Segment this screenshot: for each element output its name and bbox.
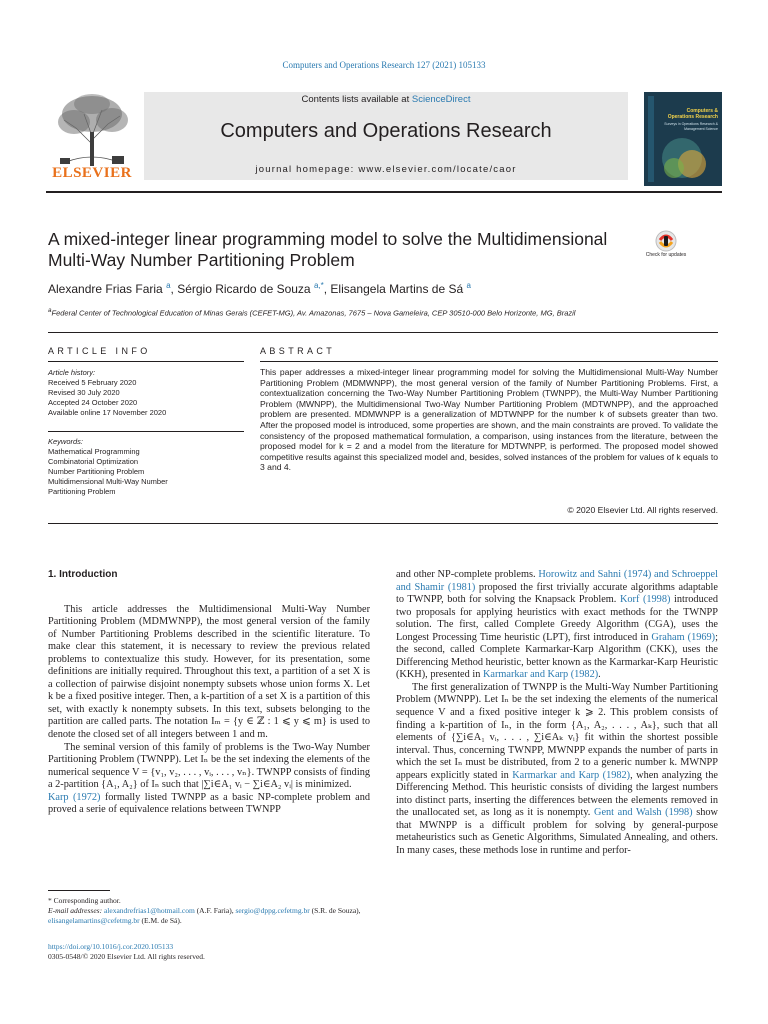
- journal-header: [46, 92, 722, 186]
- paragraph-text: .: [598, 669, 601, 681]
- divider: [48, 523, 718, 524]
- issn-line: 0305-0548/© 2020 Elsevier Ltd. All rights reserved.: [48, 952, 205, 961]
- keyword: Multidimensional Multi-Way Number: [48, 477, 168, 486]
- email-owner: (E.M. de Sá).: [139, 916, 182, 925]
- email-link[interactable]: elisangelamartins@cefetmg.br: [48, 916, 140, 925]
- section-heading: 1. Introduction: [48, 569, 118, 580]
- citation-link[interactable]: Karmarkar and Karp (1982): [482, 669, 599, 681]
- journal-banner: [144, 92, 628, 180]
- publisher-name: ELSEVIER: [52, 165, 132, 181]
- affiliation-sup: a: [48, 307, 52, 314]
- footnotes: [48, 896, 370, 926]
- revised-date: Revised 30 July 2020: [48, 388, 120, 397]
- email-link[interactable]: alexandrefrias1@hotmail.com: [103, 906, 195, 915]
- author-sup[interactable]: a: [166, 281, 171, 290]
- received-date: Received 5 February 2020: [48, 378, 137, 387]
- check-for-updates-icon[interactable]: [650, 230, 682, 268]
- divider: [48, 431, 244, 432]
- journal-title: Computers and Operations Research: [220, 120, 552, 142]
- accepted-date: Accepted 24 October 2020: [48, 398, 138, 407]
- paragraph-text: introduced two proposals for applying heuristics with exact methods for the TWNPP solution. The first, called Complete Greedy Algorithm (CGA), uses the Longest Processing Time heuristic (LPT), first introduced in: [396, 594, 719, 643]
- divider: [48, 361, 244, 362]
- doi-block: [48, 942, 370, 962]
- sciencedirect-link[interactable]: ScienceDirect: [411, 94, 471, 105]
- paragraph: [48, 792, 370, 817]
- paragraph-text: and other NP-complete problems.: [396, 569, 539, 580]
- journal-homepage[interactable]: journal homepage: www.elsevier.com/locate/caor: [255, 164, 517, 175]
- online-date: Available online 17 November 2020: [48, 408, 167, 417]
- affiliation: [48, 307, 708, 318]
- affiliation-text: Federal Center of Technological Education of Minas Gerais (CEFET-MG), Av. Amazonas, 7675 – Nova Gameleira, CEP 30510-000 Belo Horizonte, MG, Brazil: [51, 308, 576, 318]
- abstract-text: This paper addresses a mixed-integer linear programming model for solving the Multidimensional Multi-Way Number Partitioning Problem (MDMWNPP), the most general version of the family of Number Partitioning Problems. First, a contextualization concerning the Two-Way Number Partitioning Problem (TWNPP), the Multi-Way Number Partitioning Problem (MWNPP), the Multidimensional Two-Way Number Partitioning Problem (MDTWNPP), and the approached problem are presented. MDMWNPP is a generalization of MDTWNPP for the number k of subsets greater than two. After the proposed model is introduced, some properties are shown, and the main constraints are proved. To validate the consistency of the proposed mathematical formulation, a comparison, using instances from the literature, between the proposed model for k = 2 and a model from the literature for MDTWNPP, is performed. The proposed model showed competitive results against this specialized model and, besides, solved instances of the problem for values of k equals to 3 and 4.: [260, 367, 718, 473]
- email-label: E-mail addresses:: [48, 906, 104, 915]
- article-title: A mixed-integer linear programming model to solve the Multidimensional Multi-Way Number Partitioning Problem: [48, 229, 608, 270]
- contents-line: [144, 94, 628, 105]
- contents-prefix: Contents lists available at: [301, 94, 412, 105]
- author-name[interactable]: Alexandre Frias Faria: [48, 282, 163, 296]
- paragraph: [396, 682, 718, 858]
- paragraph: [396, 569, 718, 682]
- paragraph-text: formally listed TWNPP as a basic NP-complete problem and proved a serie of equivalence relations between TWNPP: [48, 791, 370, 816]
- doi-link[interactable]: https://doi.org/10.1016/j.cor.2020.105133: [48, 942, 174, 951]
- paragraph-text: The first generalization of TWNPP is the Multi-Way Number Partitioning Problem (MWNPP). Let Iₙ be the set indexing the elements of the numerical sequence V and a fixed positive integer k ⩾ 2. This problem consists of finding a k-partition of Iₙ, in the form {A₁, A₂, . . . , Aₖ}, such that all elements of {∑i∈A₁ vᵢ, . . . , ∑i∈Aₖ vᵢ} fit within the shortest possible interval. Thus, concerning TWNPP, MWNPP expands the number of parts in which the set Iₙ must be distributed, from 2 to a generic number k. MWNPP appears explicitly stated in: [396, 681, 718, 781]
- author-list: Alexandre Frias Faria $^a$, Sérgio Ricardo de Souza $^{a,*}$, Elisangela Martins de Sá $^a$: [48, 281, 471, 296]
- author-sup[interactable]: a,*: [313, 281, 324, 290]
- email-addresses: [48, 906, 370, 926]
- keywords-heading: Keywords:: [48, 437, 84, 446]
- author-name[interactable]: Sérgio Ricardo de Souza: [177, 282, 311, 296]
- article-info-heading: ARTICLE INFO: [48, 346, 151, 356]
- journal-cover-image: [644, 92, 722, 186]
- author-name[interactable]: Elisangela Martins de Sá: [330, 282, 464, 296]
- body-column-right: [396, 569, 718, 858]
- footnote-rule: [48, 890, 110, 891]
- citation-link[interactable]: Karp (1972): [48, 791, 101, 803]
- keyword: Number Partitioning Problem: [48, 467, 145, 476]
- paragraph-text: show that MWNPP is a difficult problem for solving by general-purpose metaheuristics such as Genetic Algorithms, Simulated Annealing, and others. In many cases, these methods lose in runtime and perfor-: [396, 807, 718, 857]
- keywords: [48, 437, 244, 497]
- email-owner: (A.F. Faria),: [194, 906, 236, 915]
- cover-subtitle: Surveys in Operations Research & Management Science: [664, 122, 718, 131]
- citation-link[interactable]: Horowitz and Sahni (1974) and Schroeppel and Shamir (1981): [396, 569, 718, 593]
- keyword: Combinatorial Optimization: [48, 457, 139, 466]
- citation-link[interactable]: Graham (1969): [651, 631, 716, 643]
- history-heading: Article history:: [48, 368, 96, 377]
- abstract-heading: ABSTRACT: [260, 346, 336, 356]
- cover-title: Computers & Operations Research: [667, 108, 718, 120]
- paragraph: This article addresses the Multidimensional Multi-Way Number Partitioning Problem (MDMWNPP), the most general version of the family of Number Partitioning Problems described in the scientific literature. To make clear this statement, it is necessary to review the previous related problems to contextualize this study. However, for its presentation, some definitions are initially required. Throughout this text, a partition of a set X is a collection of pairwise disjoint nonempty subsets whose union forms X. Let k be a fixed positive integer. Then, a k-partition of a set X is a partition of this set, with exactly k nonempty subsets. In this text, subsets belonging to the partition are called parts. The notation Iₘ = {y ∈ ℤ : 1 ⩽ y ⩽ m} is used to denote the closed set of all integers between 1 and m.: [48, 603, 370, 741]
- paragraph-text: , when analyzing the Differencing Method. This heuristic consists of dividing the largest numbers into distinct parts, inserting the differences between the elements removed in the unallocated set, as long as it is nonempty.: [396, 769, 718, 819]
- citation-link[interactable]: Korf (1998): [619, 594, 671, 606]
- citation-link[interactable]: Gent and Walsh (1998): [594, 807, 693, 819]
- keyword: Mathematical Programming: [48, 447, 140, 456]
- paragraph-text: ; the second, called Complete Karmarkar-Karp Algorithm (CKK), uses the Differencing Method heuristic, better known as the Karmarkar-Karp Heuristic (KKH), presented in: [396, 631, 718, 681]
- paragraph-text: proposed the first trivially accurate algorithms adaptable to TWNPP, both for solving the Knapsack Problem.: [396, 581, 718, 606]
- email-owner: (S.R. de Souza),: [309, 906, 361, 915]
- keyword: Partitioning Problem: [48, 487, 116, 496]
- paragraph: The seminal version of this family of problems is the Two-Way Number Partitioning Problem (TWNPP). Let Iₙ be the set indexing the elements of the numerical sequence V = {v₁, v₂, . . . , vᵢ, . . . , vₙ}. TWNPP consists of finding a 2-partition {A₁, A₂} of Iₙ such that |∑i∈A₁ vᵢ − ∑i∈A₂ vᵢ| is minimized.: [48, 741, 370, 791]
- author-sup[interactable]: a: [466, 281, 471, 290]
- elsevier-tree-logo: [46, 92, 138, 186]
- body-column-left: [48, 569, 370, 817]
- corresponding-author-note: * Corresponding author.: [48, 896, 121, 905]
- journal-citation-link[interactable]: Computers and Operations Research 127 (2021) 105133: [282, 60, 486, 70]
- divider: [260, 361, 718, 362]
- citation-link[interactable]: Karmarkar and Karp (1982): [512, 769, 631, 781]
- abstract-copyright: © 2020 Elsevier Ltd. All rights reserved.: [567, 505, 718, 515]
- check-for-updates-label[interactable]: Check for updates: [645, 252, 687, 258]
- header-rule: [46, 191, 722, 193]
- article-history: [48, 368, 244, 418]
- email-link[interactable]: sergio@dppg.cefetmg.br: [235, 906, 310, 915]
- divider: [48, 332, 718, 333]
